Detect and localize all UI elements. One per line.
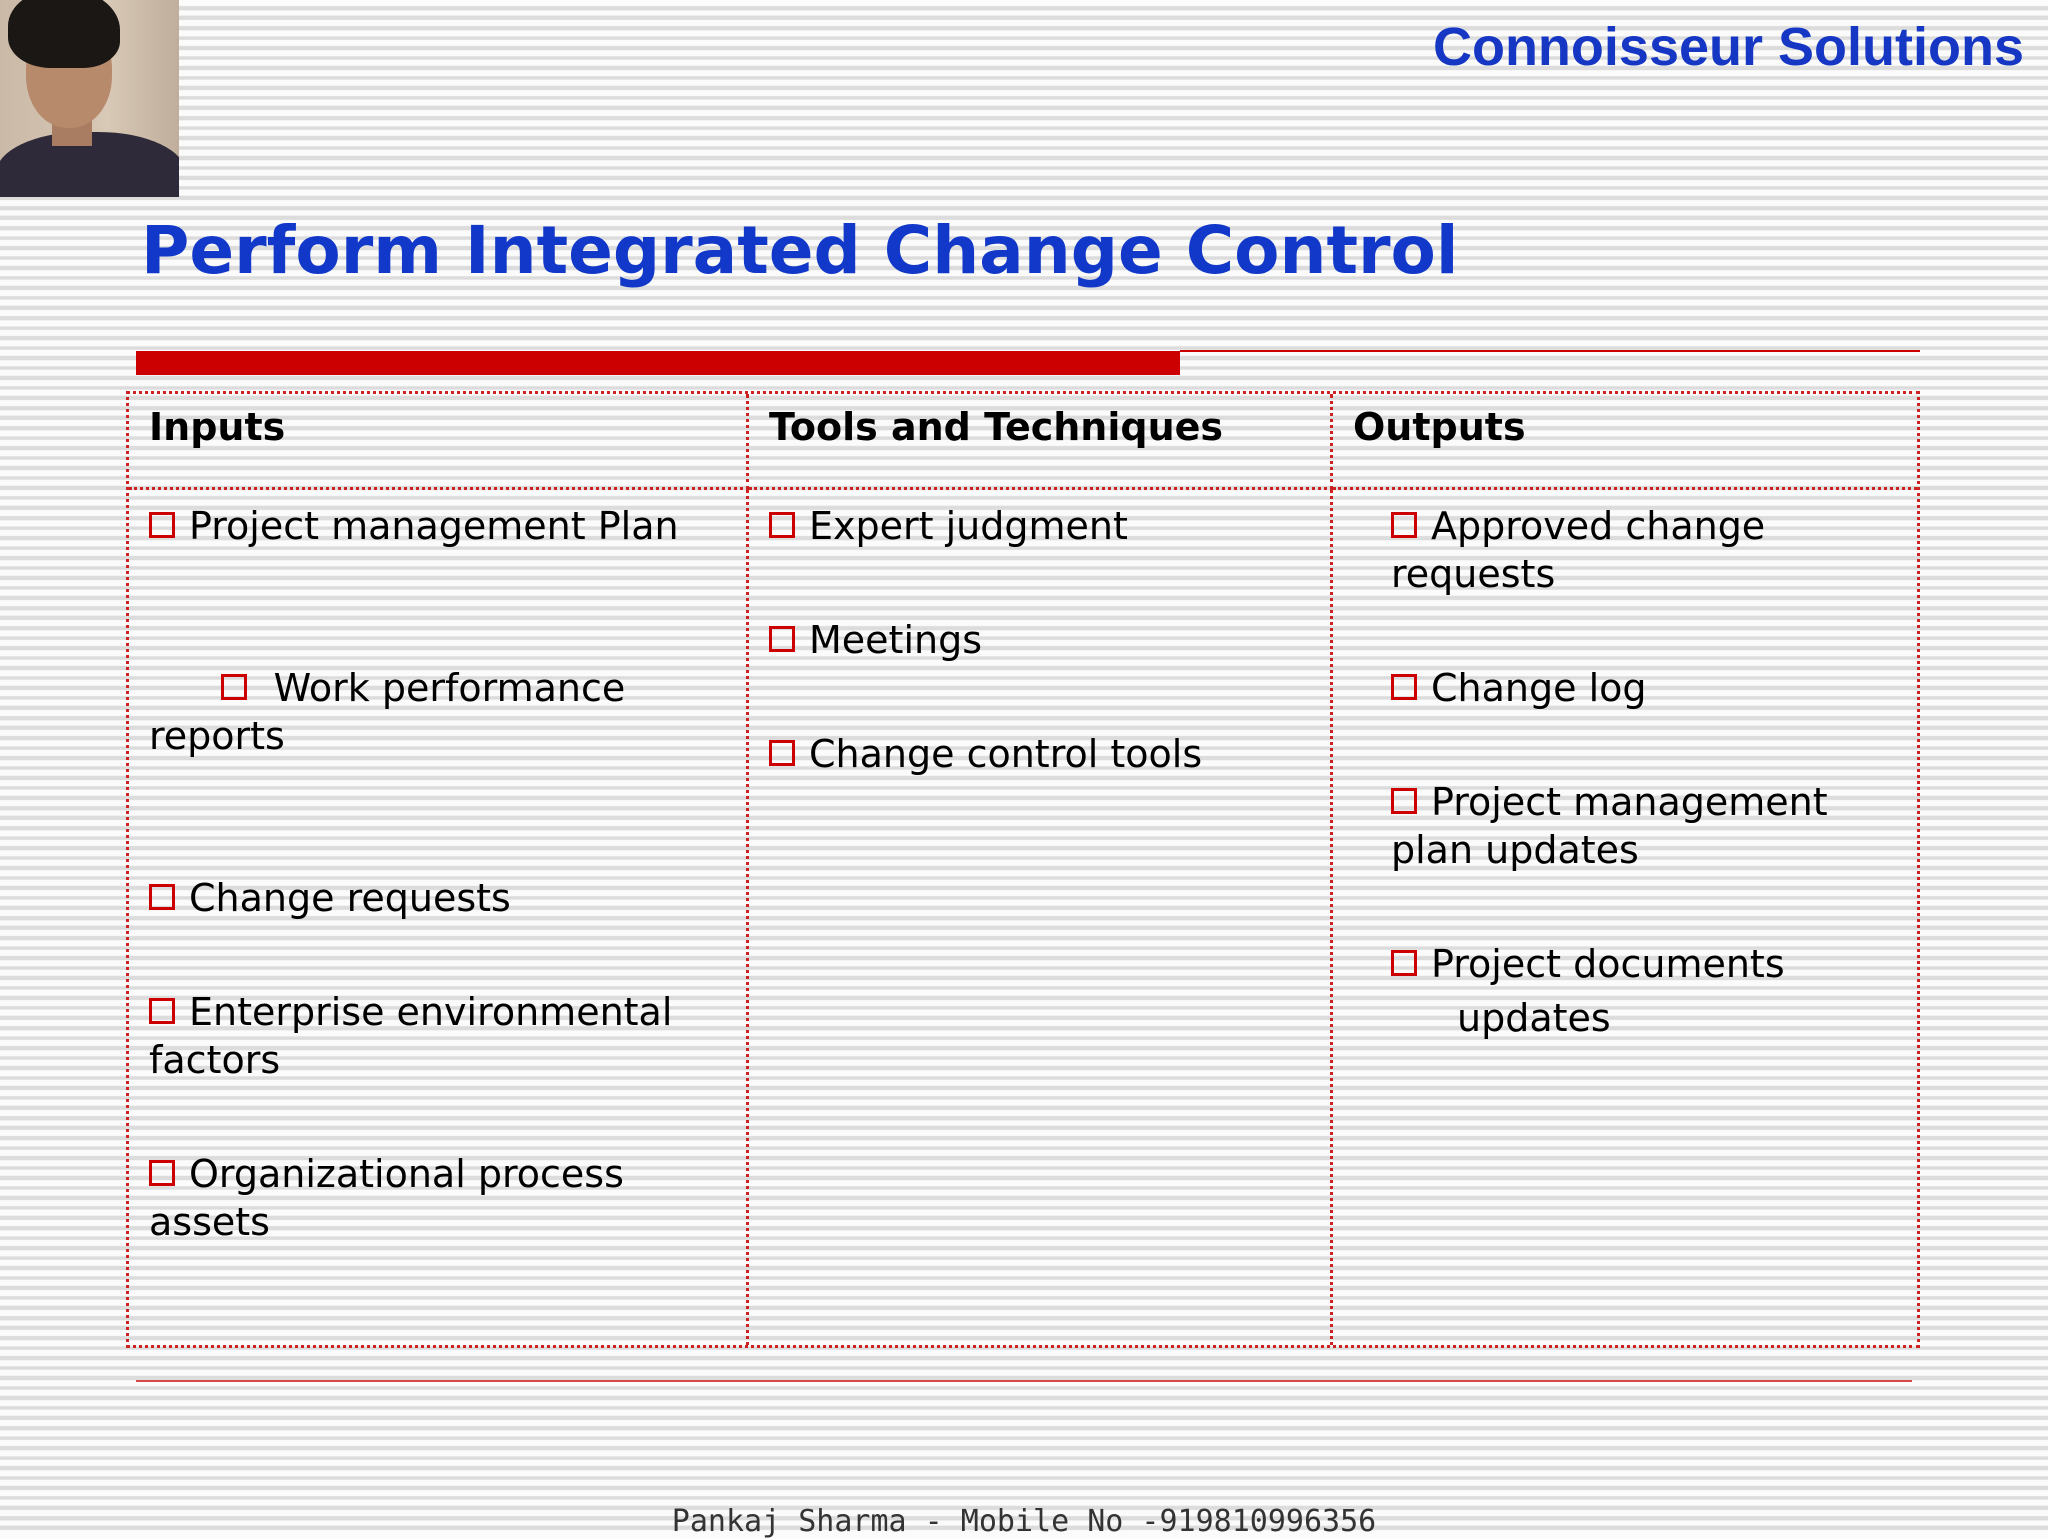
- list-item: [1391, 940, 1897, 1042]
- list-item-label: Meetings: [809, 618, 983, 662]
- list-item: [149, 1150, 726, 1246]
- title-underline-thin: [1180, 350, 1920, 352]
- footer-contact: Pankaj Sharma - Mobile No -919810996356: [671, 1504, 1377, 1539]
- title-underline-thick: [136, 351, 1180, 375]
- outputs-column: [1333, 490, 1917, 1345]
- list-item-label: Work performance reports: [149, 666, 638, 758]
- list-item: [1391, 664, 1897, 712]
- checkbox-icon: [149, 998, 175, 1024]
- checkbox-icon: [1391, 512, 1417, 538]
- list-item-label: Expert judgment: [809, 504, 1128, 548]
- checkbox-icon: [149, 512, 175, 538]
- list-item-label: Project management Plan: [189, 504, 679, 548]
- table-header-inputs: Inputs: [129, 394, 749, 490]
- list-item: [769, 616, 1310, 664]
- list-item: [149, 988, 726, 1084]
- checkbox-icon: [1391, 674, 1417, 700]
- checkbox-icon: [769, 740, 795, 766]
- list-item: [769, 730, 1310, 778]
- footer-rule: [136, 1380, 1912, 1382]
- checkbox-icon: [149, 884, 175, 910]
- table-header-tools: Tools and Techniques: [749, 394, 1333, 490]
- list-item: [149, 874, 726, 922]
- list-item-label: Project management plan updates: [1391, 780, 1828, 872]
- portrait-photo: [0, 0, 179, 197]
- list-item: [149, 616, 726, 808]
- list-item: [1391, 502, 1897, 598]
- list-item-label: Project documents: [1431, 942, 1785, 986]
- tools-column: [749, 490, 1333, 1345]
- list-item-label: Enterprise environmental factors: [149, 990, 673, 1082]
- list-item-label: Approved change requests: [1391, 504, 1766, 596]
- list-item-label: Change requests: [189, 876, 511, 920]
- list-item: [1391, 778, 1897, 874]
- list-item: [769, 502, 1310, 550]
- checkbox-icon: [1391, 950, 1417, 976]
- checkbox-icon: [769, 626, 795, 652]
- checkbox-icon: [221, 674, 247, 700]
- photo-hair: [8, 0, 120, 68]
- checkbox-icon: [149, 1160, 175, 1186]
- list-item: [149, 502, 726, 550]
- checkbox-icon: [769, 512, 795, 538]
- list-item-continuation: updates: [1457, 996, 1611, 1040]
- list-item-label: Organizational process assets: [149, 1152, 624, 1244]
- checkbox-icon: [1391, 788, 1417, 814]
- list-item-label: Change control tools: [809, 732, 1203, 776]
- process-table: [126, 391, 1920, 1348]
- list-item-label: Change log: [1431, 666, 1647, 710]
- page-title: Perform Integrated Change Control: [141, 212, 1459, 289]
- inputs-column: [129, 490, 749, 1345]
- table-header-outputs: Outputs: [1333, 394, 1917, 490]
- brand-name: Connoisseur Solutions: [1432, 17, 2024, 77]
